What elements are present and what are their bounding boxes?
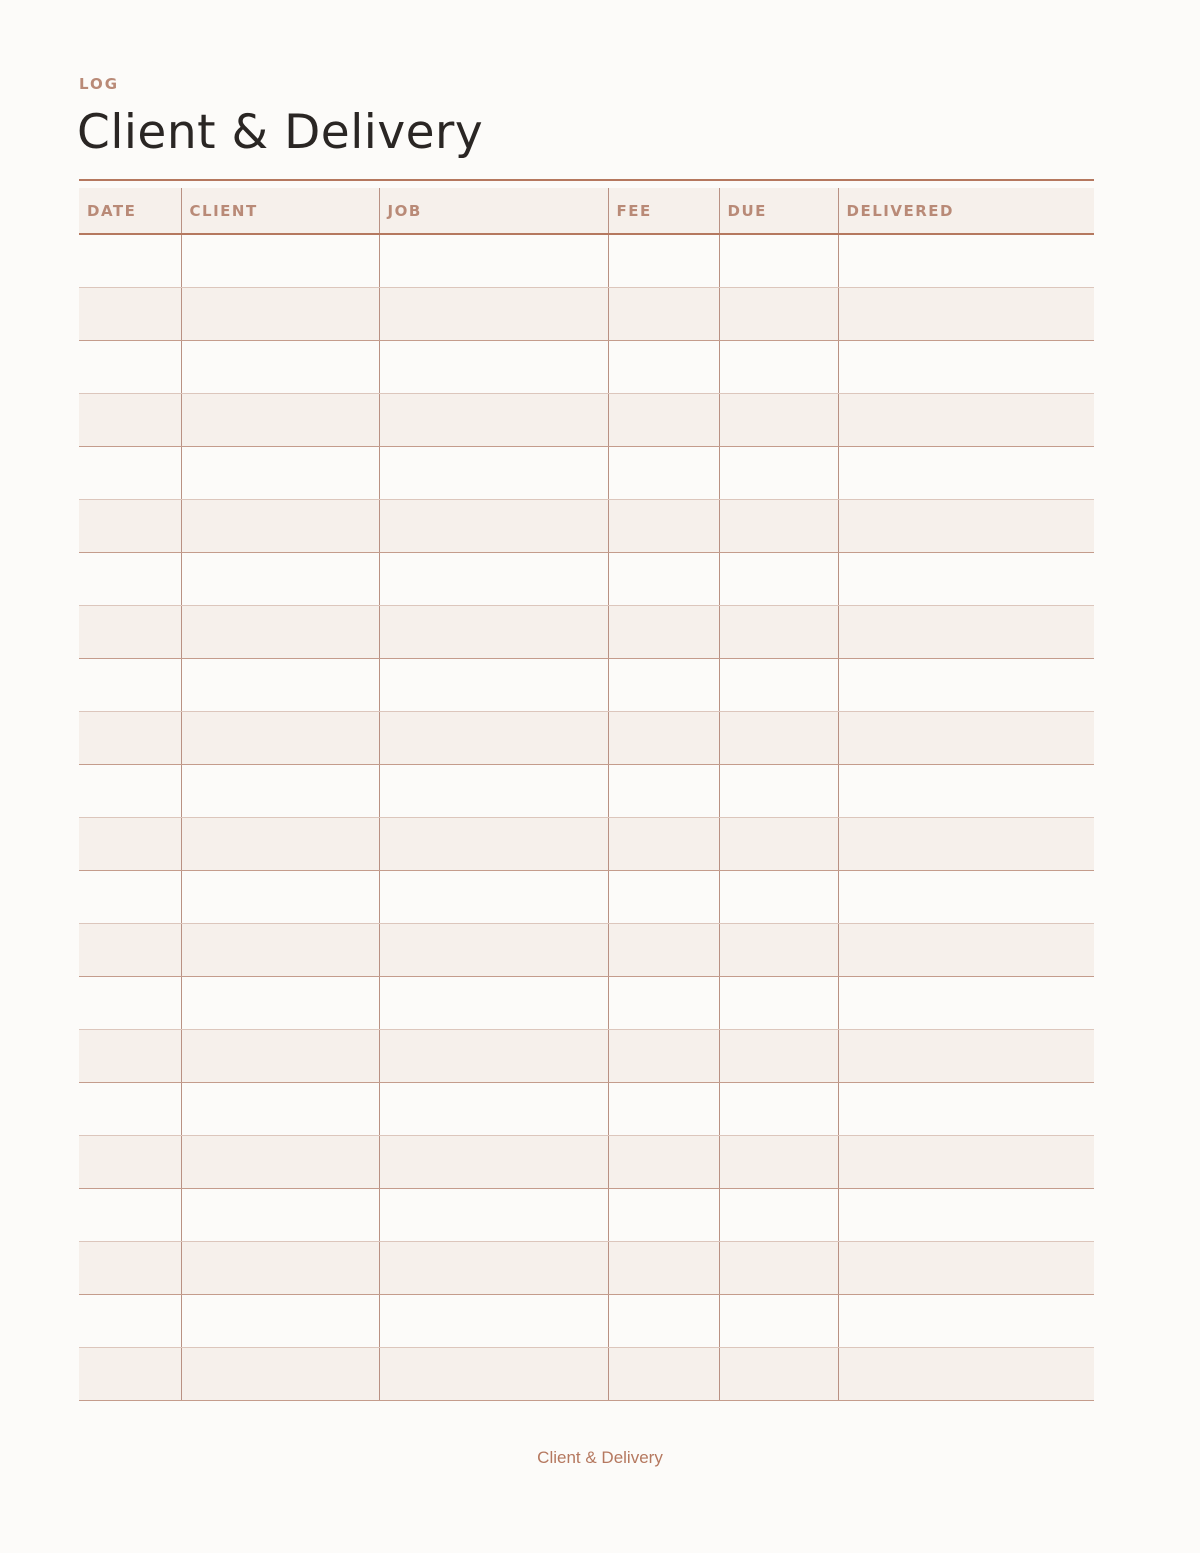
cell-job[interactable]: [379, 764, 608, 817]
cell-job[interactable]: [379, 923, 608, 976]
table-row: [79, 446, 1094, 499]
table-row: [79, 287, 1094, 340]
cell-fee[interactable]: [608, 605, 719, 658]
cell-date[interactable]: [79, 287, 181, 340]
cell-date[interactable]: [79, 552, 181, 605]
cell-delivered[interactable]: [838, 605, 1094, 658]
cell-due[interactable]: [719, 446, 838, 499]
cell-delivered[interactable]: [838, 1294, 1094, 1347]
cell-job[interactable]: [379, 817, 608, 870]
table-row: [79, 340, 1094, 393]
cell-delivered[interactable]: [838, 1082, 1094, 1135]
cell-delivered[interactable]: [838, 234, 1094, 287]
cell-due[interactable]: [719, 764, 838, 817]
table-row: [79, 1347, 1094, 1400]
cell-due[interactable]: [719, 605, 838, 658]
cell-delivered[interactable]: [838, 287, 1094, 340]
page-title: Client & Delivery: [77, 105, 484, 160]
cell-client[interactable]: [181, 340, 379, 393]
log-table: [79, 188, 1094, 1401]
table-row: [79, 499, 1094, 552]
cell-date[interactable]: [79, 764, 181, 817]
cell-due[interactable]: [719, 1135, 838, 1188]
cell-delivered[interactable]: [838, 870, 1094, 923]
cell-date[interactable]: [79, 1135, 181, 1188]
section-eyebrow: LOG: [79, 75, 120, 93]
cell-delivered[interactable]: [838, 1029, 1094, 1082]
cell-job[interactable]: [379, 1188, 608, 1241]
table-row: [79, 1294, 1094, 1347]
cell-date[interactable]: [79, 340, 181, 393]
cell-date[interactable]: [79, 1294, 181, 1347]
column-header-client: CLIENT: [181, 188, 379, 234]
cell-due[interactable]: [719, 1029, 838, 1082]
cell-client[interactable]: [181, 287, 379, 340]
cell-fee[interactable]: [608, 817, 719, 870]
cell-fee[interactable]: [608, 1135, 719, 1188]
cell-job[interactable]: [379, 1029, 608, 1082]
column-header-delivered: DELIVERED: [838, 188, 1094, 234]
cell-client[interactable]: [181, 499, 379, 552]
cell-fee[interactable]: [608, 234, 719, 287]
cell-delivered[interactable]: [838, 446, 1094, 499]
cell-date[interactable]: [79, 976, 181, 1029]
cell-job[interactable]: [379, 1135, 608, 1188]
cell-date[interactable]: [79, 1029, 181, 1082]
cell-fee[interactable]: [608, 711, 719, 764]
cell-job[interactable]: [379, 234, 608, 287]
cell-client[interactable]: [181, 870, 379, 923]
cell-due[interactable]: [719, 711, 838, 764]
cell-job[interactable]: [379, 552, 608, 605]
column-header-job: JOB: [379, 188, 608, 234]
cell-due[interactable]: [719, 340, 838, 393]
cell-fee[interactable]: [608, 287, 719, 340]
cell-client[interactable]: [181, 1082, 379, 1135]
cell-delivered[interactable]: [838, 764, 1094, 817]
cell-fee[interactable]: [608, 499, 719, 552]
cell-fee[interactable]: [608, 923, 719, 976]
cell-job[interactable]: [379, 658, 608, 711]
column-header-due: DUE: [719, 188, 838, 234]
table-row: [79, 1135, 1094, 1188]
title-divider: [79, 179, 1094, 181]
cell-date[interactable]: [79, 605, 181, 658]
column-header-fee: FEE: [608, 188, 719, 234]
table-row: [79, 817, 1094, 870]
cell-fee[interactable]: [608, 870, 719, 923]
cell-delivered[interactable]: [838, 1241, 1094, 1294]
cell-due[interactable]: [719, 1082, 838, 1135]
cell-date[interactable]: [79, 923, 181, 976]
cell-job[interactable]: [379, 1241, 608, 1294]
page-footer: Client & Delivery: [537, 1448, 663, 1467]
table-row: [79, 1241, 1094, 1294]
column-header-date: DATE: [79, 188, 181, 234]
cell-client[interactable]: [181, 658, 379, 711]
cell-job[interactable]: [379, 1082, 608, 1135]
cell-due[interactable]: [719, 976, 838, 1029]
cell-client[interactable]: [181, 446, 379, 499]
cell-client[interactable]: [181, 976, 379, 1029]
table-row: [79, 552, 1094, 605]
table-row: [79, 923, 1094, 976]
cell-date[interactable]: [79, 870, 181, 923]
cell-due[interactable]: [719, 817, 838, 870]
table-row: [79, 1029, 1094, 1082]
cell-job[interactable]: [379, 340, 608, 393]
cell-job[interactable]: [379, 870, 608, 923]
cell-date[interactable]: [79, 1082, 181, 1135]
cell-job[interactable]: [379, 499, 608, 552]
cell-due[interactable]: [719, 287, 838, 340]
cell-fee[interactable]: [608, 1029, 719, 1082]
cell-due[interactable]: [719, 923, 838, 976]
cell-job[interactable]: [379, 287, 608, 340]
cell-fee[interactable]: [608, 976, 719, 1029]
cell-due[interactable]: [719, 870, 838, 923]
cell-job[interactable]: [379, 446, 608, 499]
cell-client[interactable]: [181, 1029, 379, 1082]
cell-date[interactable]: [79, 817, 181, 870]
cell-client[interactable]: [181, 1135, 379, 1188]
cell-fee[interactable]: [608, 1294, 719, 1347]
cell-delivered[interactable]: [838, 1188, 1094, 1241]
cell-due[interactable]: [719, 1241, 838, 1294]
cell-client[interactable]: [181, 1188, 379, 1241]
cell-client[interactable]: [181, 393, 379, 446]
cell-delivered[interactable]: [838, 552, 1094, 605]
cell-date[interactable]: [79, 711, 181, 764]
cell-date[interactable]: [79, 1347, 181, 1400]
cell-delivered[interactable]: [838, 817, 1094, 870]
cell-client[interactable]: [181, 552, 379, 605]
cell-delivered[interactable]: [838, 1347, 1094, 1400]
cell-date[interactable]: [79, 446, 181, 499]
cell-client[interactable]: [181, 1241, 379, 1294]
cell-client[interactable]: [181, 711, 379, 764]
table-header-row: [79, 188, 1094, 234]
cell-client[interactable]: [181, 764, 379, 817]
cell-fee[interactable]: [608, 446, 719, 499]
cell-fee[interactable]: [608, 393, 719, 446]
cell-delivered[interactable]: [838, 711, 1094, 764]
cell-fee[interactable]: [608, 1082, 719, 1135]
cell-due[interactable]: [719, 552, 838, 605]
cell-job[interactable]: [379, 393, 608, 446]
table-row: [79, 234, 1094, 287]
cell-fee[interactable]: [608, 658, 719, 711]
cell-job[interactable]: [379, 1347, 608, 1400]
cell-date[interactable]: [79, 1188, 181, 1241]
table-row: [79, 393, 1094, 446]
table-row: [79, 1188, 1094, 1241]
table-row: [79, 658, 1094, 711]
cell-delivered[interactable]: [838, 340, 1094, 393]
cell-delivered[interactable]: [838, 976, 1094, 1029]
table-row: [79, 1082, 1094, 1135]
cell-due[interactable]: [719, 1294, 838, 1347]
cell-client[interactable]: [181, 817, 379, 870]
cell-date[interactable]: [79, 658, 181, 711]
cell-job[interactable]: [379, 1294, 608, 1347]
cell-due[interactable]: [719, 234, 838, 287]
cell-delivered[interactable]: [838, 658, 1094, 711]
cell-due[interactable]: [719, 393, 838, 446]
cell-date[interactable]: [79, 499, 181, 552]
cell-due[interactable]: [719, 658, 838, 711]
cell-date[interactable]: [79, 393, 181, 446]
cell-due[interactable]: [719, 1347, 838, 1400]
cell-fee[interactable]: [608, 1347, 719, 1400]
cell-job[interactable]: [379, 711, 608, 764]
cell-fee[interactable]: [608, 764, 719, 817]
cell-job[interactable]: [379, 605, 608, 658]
cell-date[interactable]: [79, 234, 181, 287]
cell-fee[interactable]: [608, 1188, 719, 1241]
cell-client[interactable]: [181, 605, 379, 658]
cell-fee[interactable]: [608, 1241, 719, 1294]
table-body: [79, 234, 1094, 1400]
cell-delivered[interactable]: [838, 1135, 1094, 1188]
table-row: [79, 764, 1094, 817]
cell-fee[interactable]: [608, 552, 719, 605]
cell-client[interactable]: [181, 1294, 379, 1347]
cell-client[interactable]: [181, 1347, 379, 1400]
table-row: [79, 711, 1094, 764]
cell-due[interactable]: [719, 499, 838, 552]
table-row: [79, 605, 1094, 658]
cell-due[interactable]: [719, 1188, 838, 1241]
cell-delivered[interactable]: [838, 923, 1094, 976]
cell-date[interactable]: [79, 1241, 181, 1294]
cell-delivered[interactable]: [838, 499, 1094, 552]
cell-delivered[interactable]: [838, 393, 1094, 446]
cell-job[interactable]: [379, 976, 608, 1029]
table-row: [79, 870, 1094, 923]
cell-fee[interactable]: [608, 340, 719, 393]
cell-client[interactable]: [181, 234, 379, 287]
table-row: [79, 976, 1094, 1029]
cell-client[interactable]: [181, 923, 379, 976]
